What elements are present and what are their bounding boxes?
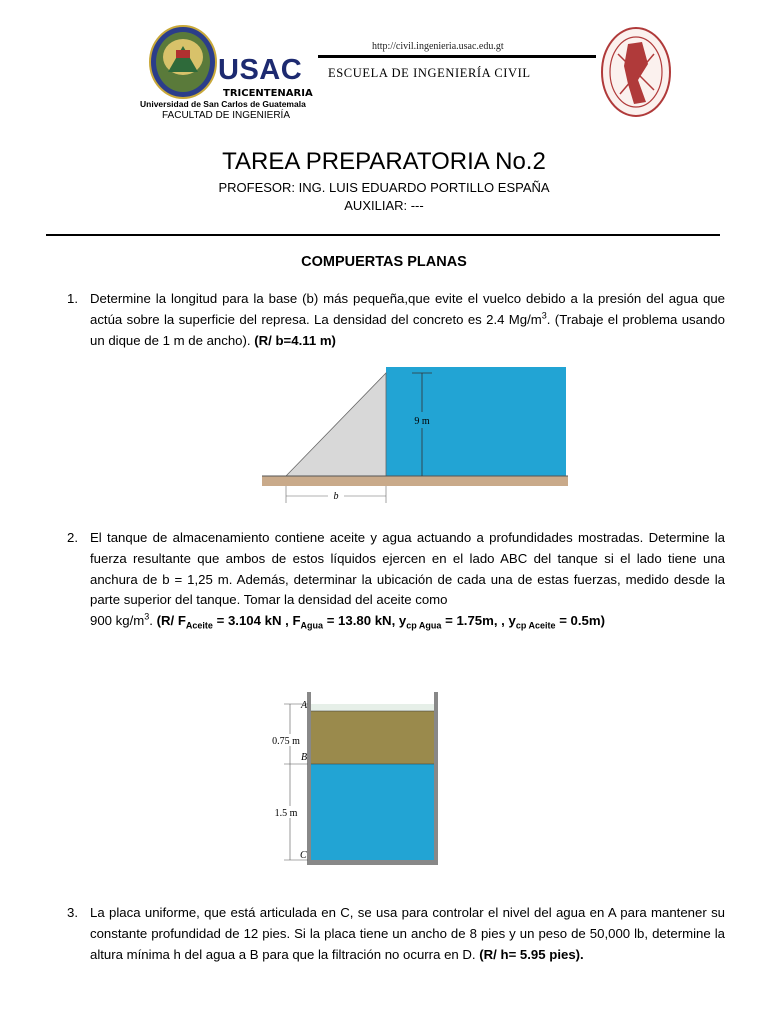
tank-wall-right — [434, 692, 438, 865]
problem-text: El tanque de almacenamiento contiene aceite y agua actuando a profundidades mostradas. Determine la fuerza resultante que ambos de estos líquidos ejercen en el lado ABC del tanque si el lado tiene una anchura de b = 1,25 m. Además, determinar la ubicación de cada una de estas fuerzas, medido desde la parte superior del tanque. Tomar la densidad del aceite como — [90, 530, 725, 608]
usac-seal-logo — [148, 24, 218, 100]
problem-number: 2. — [67, 530, 78, 545]
problem-text: Determine la longitud para la base (b) más pequeña,que evite el vuelco debido a la presión del agua que actúa sobre la superficie del represa. La densidad del concreto es 2.4 $Mg/m^3$. (Trabaje el problema usando un dique de 1 m de ancho). (R/ b=4.11 m) — [90, 291, 725, 348]
tank-bottom — [307, 860, 438, 865]
problem-number: 3. — [67, 905, 78, 920]
tank-wall-left — [307, 692, 311, 865]
title-rule — [46, 234, 720, 236]
problem-text: La placa uniforme, que está articulada en C, se usa para controlar el nivel del agua en A para mantener su constante profundidad de 12 pies. Si la placa tiene un ancho de 8 pies y un peso de 50,000 lb, determine la altura mínima h del agua a B para que la filtración no ocurra en D. (R/ h= 5.95 pies). — [90, 905, 725, 962]
problem-1 — [67, 289, 725, 351]
base-label: b — [333, 491, 339, 502]
air-gap — [310, 704, 435, 711]
problem-number: 1. — [67, 291, 78, 306]
water-depth-label: 1.5 m — [274, 808, 298, 819]
tricentenaria-label: TRICENTENARIA — [223, 88, 313, 99]
problem-answer: (R/ h= 5.95 pies). — [479, 946, 584, 962]
university-name: Universidad de San Carlos de Guatemala — [140, 99, 306, 109]
problem-answer: (R/ b=4.11 m) — [254, 332, 336, 348]
professor-line: PROFESOR: ING. LUIS EDUARDO PORTILLO ESPAÑA — [218, 180, 550, 195]
section-heading: COMPUERTAS PLANAS — [301, 254, 467, 270]
usac-wordmark: USAC — [218, 54, 303, 86]
tank-figure — [262, 690, 452, 868]
problem-answer-line: 900 $kg/m^3$. (R/ $F_{Aceite} = 3.104$ kN , $F_{Agua} = 13.80$ kN, $y_{cp Agua} = 1.75m$, , $y_{cp Aceite} = 0.5m$) — [90, 611, 606, 631]
problem-2 — [67, 528, 725, 632]
point-b-label: B — [301, 752, 308, 763]
water-layer — [310, 764, 435, 860]
school-name: ESCUELA DE INGENIERÍA CIVIL — [328, 66, 531, 80]
point-a-label: A — [301, 700, 308, 711]
faculty-name: FACULTAD DE INGENIERÍA — [162, 110, 290, 121]
point-c-label: C — [300, 850, 307, 861]
school-url: http://civil.ingenieria.usac.edu.gt — [372, 41, 504, 52]
assistant-line: AUXILIAR: --- — [344, 198, 424, 213]
assignment-title: TAREA PREPARATORIA No.2 — [222, 148, 546, 175]
ground — [262, 476, 568, 486]
concrete-dam — [286, 373, 386, 476]
civil-engineering-seal-logo — [598, 24, 674, 120]
oil-layer — [310, 711, 435, 764]
header-divider — [318, 55, 596, 58]
letterhead — [130, 18, 688, 130]
height-label: 9 m — [414, 416, 430, 427]
dam-figure — [262, 365, 568, 503]
oil-depth-label: 0.75 m — [272, 736, 300, 747]
problem-3 — [67, 903, 725, 965]
